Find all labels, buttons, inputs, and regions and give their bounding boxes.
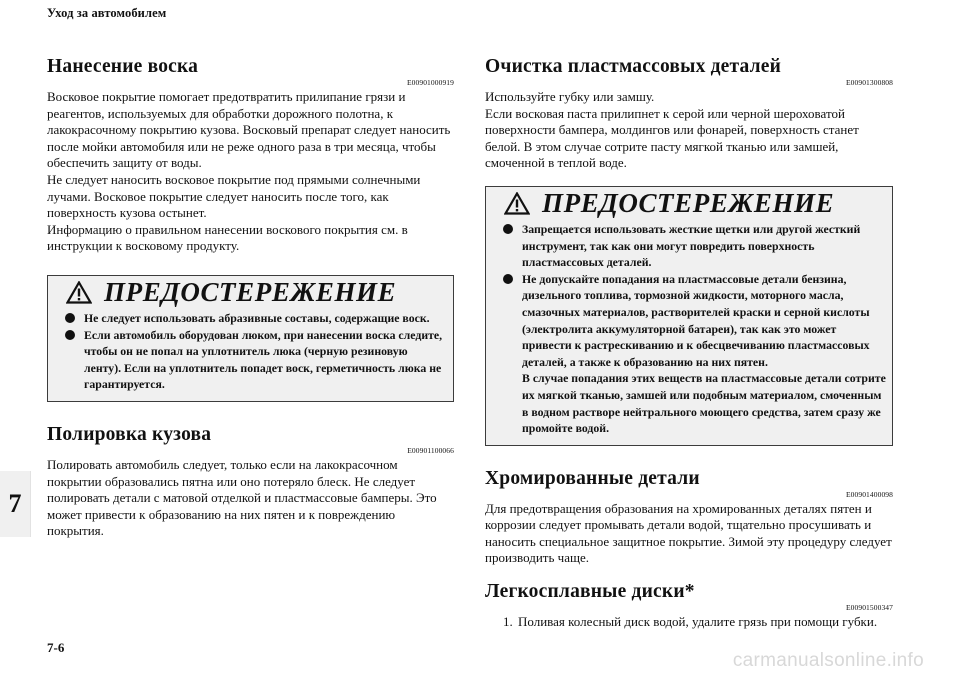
paragraph: Не следует наносить восковое покрытие под прямыми солнечными лучами. Восковое покрытие следует наносить после того, как поверхность кузова остынет. [47, 171, 421, 221]
step-item [485, 614, 893, 631]
warning-box [47, 275, 454, 402]
bullet-icon [65, 330, 75, 340]
warning-triangle-icon [504, 192, 530, 215]
warning-triangle-icon [66, 281, 92, 304]
warning-header [56, 276, 447, 310]
warning-item-text: Не допускайте попадания на пластмассовые детали бензина, дизельного топлива, тормозной жидкости, моторного масла, смазочных материалов, растворителей краски и серной кислоты (электролита аккумуляторной батареи), так как это может привести к растрескиванию и к обесцвечиванию пластмассовых деталей, а также к образованию на них пятен. [522, 271, 870, 369]
section-header [47, 423, 454, 455]
section-body [47, 457, 454, 540]
section-title: Легкосплавные диски* [485, 581, 695, 603]
section-title: Нанесение воска [47, 56, 199, 77]
section-title: Хромированные детали [485, 467, 700, 489]
page-number: 7-6 [47, 640, 65, 655]
bullet-icon [65, 313, 75, 323]
section-title: Очистка пластмассовых деталей [485, 56, 782, 77]
section-chrome [485, 468, 893, 567]
step-list [485, 614, 893, 631]
section-code: E00901400098 [845, 489, 893, 499]
section-header [485, 56, 893, 87]
warning-title: ПРЕДОСТЕРЕЖЕНИЕ [542, 188, 835, 219]
warning-title: ПРЕДОСТЕРЕЖЕНИЕ [104, 277, 397, 308]
section-body [485, 89, 893, 172]
warning-item-text: Если автомобиль оборудован люком, при нанесении воска следите, чтобы он не попал на уплотнитель люка (черную резиновую ленту). Если на уплотнитель попадет воск, герметичность люка не гарантируется. [84, 327, 443, 392]
warning-list [56, 310, 447, 393]
warning-item [56, 310, 447, 327]
paragraph: Используйте губку или замшу. [485, 89, 655, 104]
section-body [47, 89, 454, 255]
running-head: Уход за автомобилем [47, 6, 167, 20]
watermark: carmanualsonline.info [732, 650, 924, 671]
warning-header [494, 187, 886, 221]
section-header [485, 581, 893, 613]
left-column [47, 56, 454, 540]
paragraph: Для предотвращения образования на хромированных деталях пятен и коррозии следует промывать детали водой, тщательно просушивать и наносить специальное защитное покрытие. Зимой эту процедуру следует производить чаще. [485, 500, 892, 566]
warning-item-continuation: В случае попадания этих веществ на пластмассовые детали сотрите их мягкой тканью, замшей или подобным материалом, смоченным в водном растворе нейтрального моющего средства, затем сразу же промойте водой. [522, 371, 886, 436]
section-title: Полировка кузова [47, 423, 212, 445]
section-code: E00901300808 [845, 78, 893, 87]
bullet-icon [503, 274, 513, 284]
bullet-icon [503, 224, 513, 234]
section-polish [47, 424, 454, 540]
right-column [485, 56, 893, 631]
section-header [485, 467, 893, 499]
warning-list [494, 221, 886, 437]
warning-item [494, 221, 886, 271]
paragraph: Полировать автомобиль следует, только если на лакокрасочном покрытии образовались пятна или оно потеряло блеск. Не следует полировать детали с матовой отделкой и пластмассовые бамперы. Это может привести к образованию на них пятен и к повреждению покрытия. [47, 456, 437, 539]
section-wax [47, 56, 454, 255]
section-code: E00901100066 [407, 445, 454, 455]
warning-item-text: Запрещается использовать жесткие щетки или другой жесткий инструмент, так как они могут повредить поверхность пластмассовых деталей. [522, 221, 861, 270]
step-text: Поливая колесный диск водой, удалите грязь при помощи губки. [518, 614, 878, 630]
step-number: 1. [503, 614, 513, 630]
paragraph: Восковое покрытие помогает предотвратить прилипание грязи и реагентов, используемых для обработки дорожного полотна, к лакокрасочному покрытию кузова. Восковый препарат следует наносить после мойки автомобиля или не реже одного раза в три месяца, чтобы обеспечить защиту от воды. [47, 89, 451, 171]
paragraph: Информацию о правильном нанесении воскового покрытия см. в инструкции к восковому продукту. [47, 221, 408, 254]
section-header [47, 56, 454, 87]
warning-item [56, 327, 447, 393]
section-alloy [485, 581, 893, 631]
section-code: E00901000919 [406, 78, 454, 87]
chapter-number: 7 [8, 489, 22, 518]
section-code: E00901500347 [845, 603, 893, 613]
paragraph: Если восковая паста прилипнет к серой или черной шероховатой поверхности бампера, молдингов или фонарей, поверхность станет белой. В этом случае сотрите пасту мягкой тканью или замшей, смоченной в теплой воде. [485, 105, 859, 171]
section-plastic [485, 56, 893, 172]
warning-box [485, 186, 893, 446]
section-body [485, 501, 893, 567]
warning-item-text: Не следует использовать абразивные составы, содержащие воск. [84, 310, 430, 325]
chapter-tab [0, 471, 31, 537]
warning-item [494, 271, 886, 437]
